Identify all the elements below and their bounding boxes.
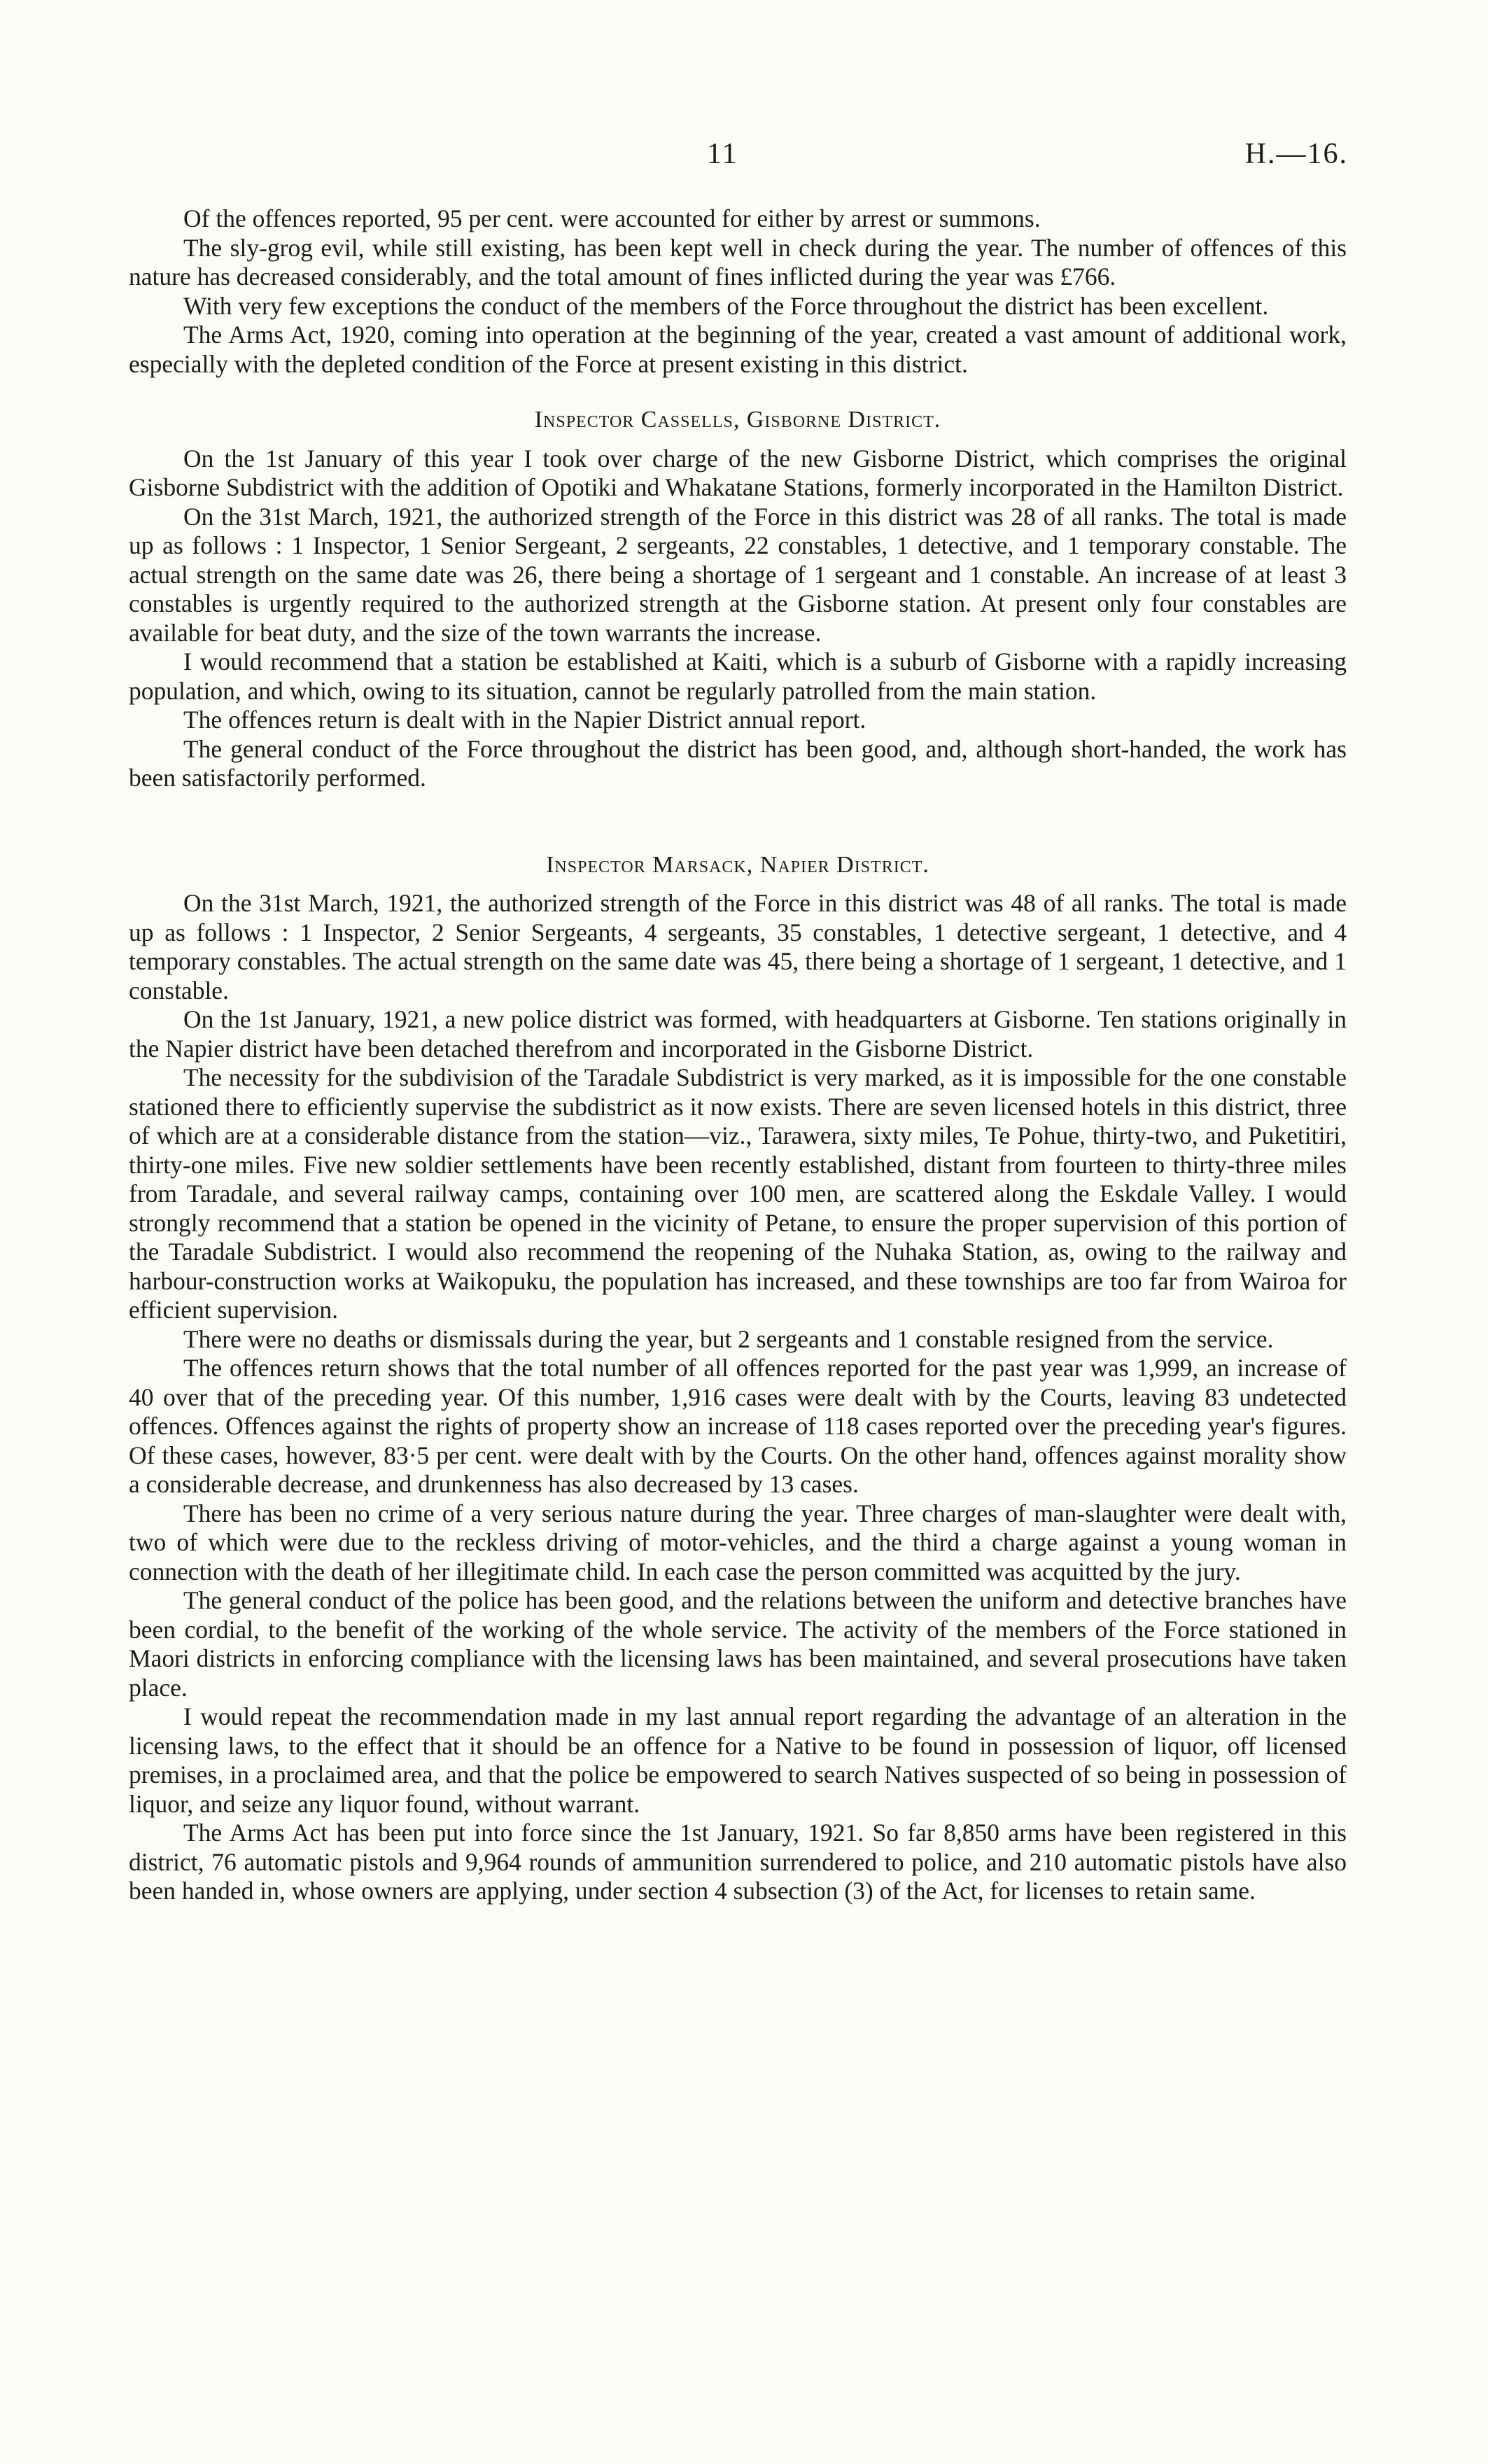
paragraph: On the 1st January, 1921, a new police district was formed, with headquarters at Gisborne. Ten stations originally in the Napier district have been detached therefrom and incorporated in the Gisborne District.: [129, 1005, 1347, 1063]
paragraph: On the 31st March, 1921, the authorized strength of the Force in this district was 48 of all ranks. The total is made up as follows : 1 Inspector, 2 Senior Sergeants, 4 sergeants, 35 constables, 1 detective sergeant, 1 detective, and 4 temporary constables. The actual strength on the same date was 45, there being a shortage of 1 sergeant, 1 detective, and 1 constable.: [129, 889, 1347, 1004]
paragraph: The offences return is dealt with in the Napier District annual report.: [183, 706, 866, 734]
paragraph: There were no deaths or dismissals during the year, but 2 sergeants and 1 constable resigned from the service.: [183, 1324, 1274, 1353]
paragraph: The sly-grog evil, while still existing, has been kept well in check during the year. The number of offences of this nature has decreased considerably, and the total amount of fines inflicted during the year was £766.: [129, 233, 1347, 290]
paragraph: Of the offences reported, 95 per cent. were accounted for either by arrest or summons.: [183, 204, 1041, 232]
paragraph: The necessity for the subdivision of the Taradale Subdistrict is very marked, as it is impossible for the one constable stationed there to efficiently supervise the subdistrict as it now exists. There are seven licensed hotels in this district, three of which are at a considerable distance from the station—viz., Tarawera, sixty miles, Te Pohue, thirty-two, and Puketitiri, thirty-one miles. Five new soldier settlements have been recently established, distant from fourteen to thirty-three miles from Taradale, and several railway camps, containing over 100 men, are scattered along the Eskdale Valley. I would strongly recommend that a station be opened in the vicinity of Petane, to ensure the proper supervision of this portion of the Taradale Subdistrict. I would also recommend the reopening of the Nuhaka Station, as, owing to the railway and harbour-construction works at Waikopuku, the population has increased, and these townships are too far from Wairoa for efficient supervision.: [129, 1063, 1347, 1324]
paragraph: The Arms Act has been put into force since the 1st January, 1921. So far 8,850 arms have been registered in this district, 76 automatic pistols and 9,964 rounds of ammunition surrendered to police, and 210 automatic pistols have also been handed in, whose owners are applying, under section 4 subsection (3) of the Act, for licenses to retain same.: [129, 1819, 1347, 1905]
paragraph: The general conduct of the police has been good, and the relations between the uniform and detective branches have been cordial, to the benefit of the working of the whole service. The activity of the members of the Force stationed in Maori districts in enforcing compliance with the licensing laws has been maintained, and several prosecutions have taken place.: [129, 1586, 1347, 1702]
paragraph: There has been no crime of a very serious nature during the year. Three charges of man-slaughter were dealt with, two of which were due to the reckless driving of motor-vehicles, and the third a charge against a young woman in connection with the death of her illegitimate child. In each case the person committed was acquitted by the jury.: [129, 1499, 1347, 1586]
paragraph: The Arms Act, 1920, coming into operation at the beginning of the year, created a vast amount of additional work, especially with the depleted condition of the Force at present existing in this district.: [129, 321, 1347, 378]
paragraph: I would repeat the recommendation made in my last annual report regarding the advantage of an alteration in the licensing laws, to the effect that it should be an offence for a Native to be found in possession of liquor, off licensed premises, in a proclaimed area, and that the police be empowered to search Natives suspected of so being in possession of liquor, and seize any liquor found, without warrant.: [129, 1702, 1347, 1818]
document-reference: H.—16.: [1244, 138, 1348, 170]
paragraph: On the 31st March, 1921, the authorized strength of the Force in this district was 28 of all ranks. The total is made up as follows : 1 Inspector, 1 Senior Sergeant, 2 sergeants, 22 constables, 1 detective, and 1 temporary constable. The actual strength on the same date was 26, there being a shortage of 1 sergeant and 1 constable. An increase of at least 3 constables is urgently required to the authorized strength at the Gisborne station. At present only four constables are available for beat duty, and the size of the town warrants the increase.: [129, 502, 1347, 647]
paragraph: The offences return shows that the total number of all offences reported for the past year was 1,999, an increase of 40 over that of the preceding year. Of this number, 1,916 cases were dealt with by the Courts, leaving 83 undetected offences. Offences against the rights of property show an increase of 118 cases reported over the preceding year's figures. Of these cases, however, 83·5 per cent. were dealt with by the Courts. On the other hand, offences against morality show a considerable decrease, and drunkenness has also decreased by 13 cases.: [129, 1354, 1347, 1498]
paragraph: The general conduct of the Force throughout the district has been good, and, although short-handed, the work has been satisfactorily performed.: [129, 734, 1347, 792]
page-number: 11: [707, 138, 738, 170]
paragraph: On the 1st January of this year I took over charge of the new Gisborne District, which comprises the original Gisborne Subdistrict with the addition of Opotiki and Whakatane Stations, formerly incorporated in the Hamilton District.: [129, 444, 1347, 501]
paragraph: I would recommend that a station be established at Kaiti, which is a suburb of Gisborne with a rapidly increasing population, and which, owing to its situation, cannot be regularly patrolled from the main station.: [129, 648, 1347, 705]
paragraph: With very few exceptions the conduct of the members of the Force throughout the district has been excellent.: [183, 291, 1269, 320]
section-heading-gisborne: Inspector Cassells, Gisborne District.: [534, 407, 941, 433]
page-header: [0, 137, 1488, 179]
body-text: [129, 204, 1347, 1906]
section-heading-napier: Inspector Marsack, Napier District.: [546, 851, 929, 878]
